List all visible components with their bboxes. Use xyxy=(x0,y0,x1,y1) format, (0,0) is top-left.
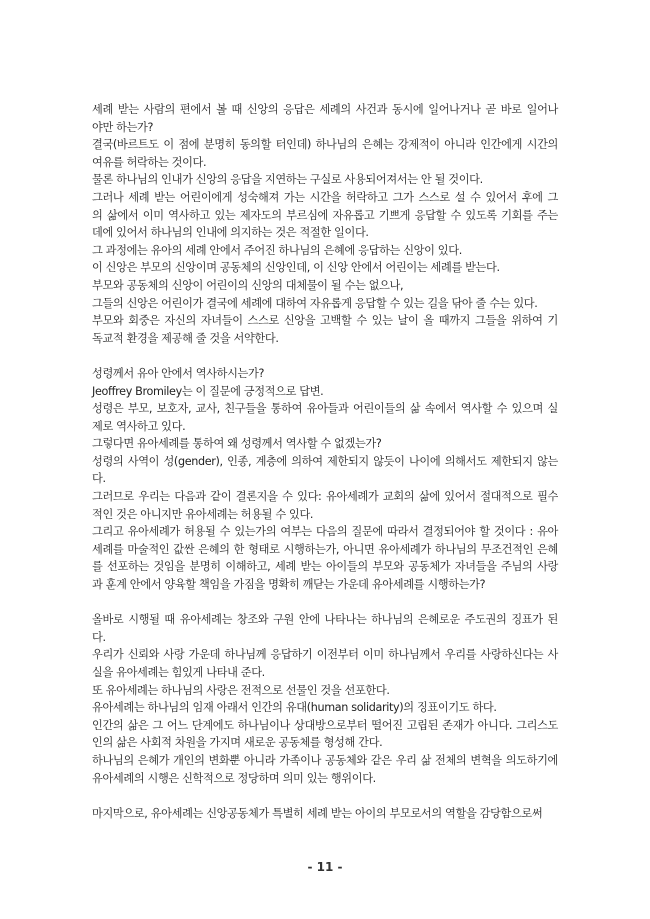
paragraph xyxy=(92,646,558,681)
paragraph-gap xyxy=(92,787,558,805)
text-line: 를 선포하는 것임을 분명히 이해하고, 세례 받는 아이들의 부모와 공동체가 자녀들을 주님의 사랑 xyxy=(92,560,558,574)
text-line: 또 유아세례는 하나님의 사랑은 전적으로 선물인 것을 선포한다. xyxy=(92,683,390,697)
text-line: 세례 받는 사람의 편에서 볼 때 신앙의 응답은 세례의 사건과 동시에 일어나거나 곧 바로 일어나 xyxy=(92,103,558,116)
body-text xyxy=(92,101,558,822)
text-line: Jeoffrey Bromiley는 이 질문에 긍정적으로 답변. xyxy=(92,384,324,398)
paragraph xyxy=(92,523,558,593)
text-line: 성령의 사역이 성(gender), 인종, 계층에 의하여 제한되지 않듯이 나이에 의해서도 제한되지 않는 xyxy=(92,454,558,468)
text-line: 세례를 마술적인 값싼 은혜의 한 형태로 시행하는가, 아니면 유아세례가 하나님의 무조건적인 은혜 xyxy=(92,542,558,556)
text-line: 결국(바르트도 이 점에 분명히 동의할 터인데) 하나님의 은혜는 강제적이 아니라 인간에게 시간의 xyxy=(92,138,558,152)
text-line: 야만 하는가? xyxy=(92,120,154,134)
text-line: 적인 것은 아니지만 유아세례는 허용될 수 있다. xyxy=(92,507,314,521)
text-line: 독교적 환경을 제공해 줄 것을 서약한다. xyxy=(92,331,279,345)
text-line: 그리고 유아세례가 허용될 수 있는가의 여부는 다음의 질문에 따라서 결정되어야 할 것이다 : 유아 xyxy=(92,525,558,539)
paragraph xyxy=(92,400,558,435)
text-line: 우리가 신뢰와 사랑 가운데 하나님께 응답하기 이전부터 이미 하나님께서 우리를 사랑하신다는 사 xyxy=(92,648,558,662)
text-line: 부모와 회중은 자신의 자녀들이 스스로 신앙을 고백할 수 있는 날이 올 때까지 그들을 위하여 기 xyxy=(92,314,558,328)
text-line: 그 과정에는 유아의 세례 안에서 주어진 하나님의 은혜에 응답하는 신앙이 있다. xyxy=(92,243,462,257)
paragraph xyxy=(92,453,558,488)
text-line: 의 삶에서 이미 역사하고 있는 제자도의 부르심에 자유롭고 기쁘게 응답할 수 있도록 기회를 주는 xyxy=(92,208,558,222)
text-line: 그러나 세례 받는 어린이에게 성숙해져 가는 시간을 허락하고 그가 스스로 설 수 있어서 후에 그 xyxy=(92,190,558,204)
text-line: 그러므로 우리는 다음과 같이 결론지을 수 있다: 유아세례가 교회의 삶에 있어서 절대적으로 필수 xyxy=(92,490,558,504)
text-line: 이 신앙은 부모의 신앙이며 공동체의 신앙인데, 이 신앙 안에서 어린이는 세례를 받는다. xyxy=(92,261,500,275)
paragraph xyxy=(92,488,558,523)
text-line: 성령은 부모, 보호자, 교사, 친구들을 통하여 유아들과 어린이들의 삶 속에서 역사할 수 있으며 실 xyxy=(92,402,558,416)
text-line: 하나님의 은혜가 개인의 변화뿐 아니라 가족이나 공동체와 같은 우리 삶 전체의 변혁을 의도하기에 xyxy=(92,753,558,767)
text-line: 제로 역사하고 있다. xyxy=(92,419,186,433)
text-line: 데에 있어서 하나님의 인내에 의지하는 것은 적절한 일이다. xyxy=(92,226,369,240)
paragraph xyxy=(92,365,558,383)
paragraph xyxy=(92,242,558,260)
paragraph xyxy=(92,295,558,313)
paragraph xyxy=(92,171,558,189)
text-line: 실을 유아세례는 힘있게 나타내 준다. xyxy=(92,666,265,679)
paragraph xyxy=(92,383,558,401)
paragraph xyxy=(92,136,558,171)
paragraph xyxy=(92,611,558,646)
text-line: 여유를 허락하는 것이다. xyxy=(92,155,207,169)
text-line: 다. xyxy=(92,472,106,486)
page-number: - 11 - xyxy=(307,860,343,874)
text-line: 과 훈계 안에서 양육할 책임을 가짐을 명확히 깨닫는 가운데 유아세례를 시행하는가? xyxy=(92,578,486,592)
text-line: 성령께서 유아 안에서 역사하시는가? xyxy=(92,366,265,380)
text-line: 다. xyxy=(92,630,106,644)
text-line: 그렇다면 유아세례를 통하여 왜 성령께서 역사할 수 없겠는가? xyxy=(92,437,382,451)
paragraph xyxy=(92,189,558,242)
text-line: 올바로 시행될 때 유아세례는 창조와 구원 안에 나타나는 하나님의 은혜로운 주도권의 징표가 된 xyxy=(92,613,558,627)
text-line: 그들의 신앙은 어린이가 결국에 세례에 대하여 자유롭게 응답할 수 있는 길을 닦아 줄 수는 있다. xyxy=(92,296,538,310)
text-line: 마지막으로, 유아세례는 신앙공동체가 특별히 세례 받는 아이의 부모로서의 역할을 감당함으로써 xyxy=(92,806,543,820)
paragraph xyxy=(92,101,558,136)
text-line: 물론 하나님의 인내가 신앙의 응답을 지연하는 구실로 사용되어져서는 안 될 것이다. xyxy=(92,173,483,187)
text-line: 인간의 삶은 그 어느 단계에도 하나님이나 상대방으로부터 떨어진 고립된 존재가 아니다. 그리스도 xyxy=(92,718,558,732)
paragraph xyxy=(92,277,558,295)
paragraph-gap xyxy=(92,594,558,612)
paragraph xyxy=(92,259,558,277)
paragraph xyxy=(92,682,558,700)
paragraph xyxy=(92,805,558,823)
paragraph-gap xyxy=(92,347,558,365)
paragraph xyxy=(92,699,558,717)
paragraph xyxy=(92,312,558,347)
text-line: 인의 삶은 사회적 차원을 가지며 새로운 공동체를 형성해 간다. xyxy=(92,736,383,750)
text-line: 유아세례는 하나님의 임재 아래서 인간의 유대(human solidarity)의 징표이기도 하다. xyxy=(92,701,497,715)
paragraph xyxy=(92,435,558,453)
paragraph xyxy=(92,752,558,787)
paragraph xyxy=(92,717,558,752)
text-line: 유아세례의 시행은 신학적으로 정당하며 의미 있는 행위이다. xyxy=(92,771,376,785)
text-line: 부모와 공동체의 신앙이 어린이의 신앙의 대체물이 될 수는 없으나, xyxy=(92,278,404,292)
